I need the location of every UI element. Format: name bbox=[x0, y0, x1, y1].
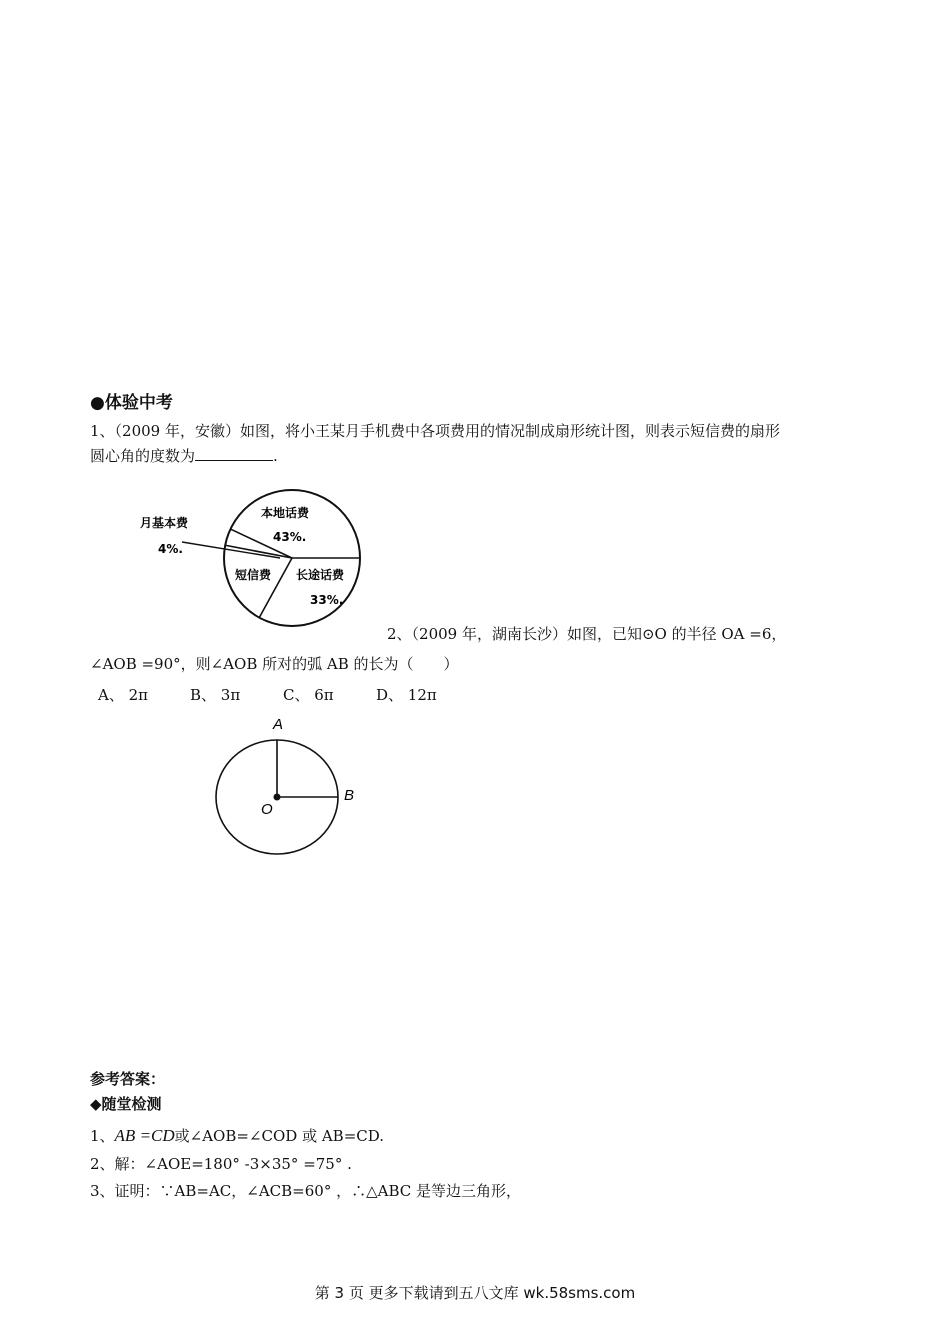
question-1-line-1: 1、（2009 年，安徽）如图，将小王某月手机费中各项费用的情况制成扇形统计图，则表示短信费的扇形 bbox=[90, 422, 780, 440]
answer-blank bbox=[195, 446, 273, 461]
pie-chart bbox=[130, 475, 370, 635]
question-2-line-1: 2、（2009 年，湖南长沙）如图，已知⊙O 的半径 OA =6， bbox=[387, 625, 787, 643]
answers-title: 参考答案： bbox=[90, 1070, 166, 1088]
option-a: A、 2π bbox=[98, 686, 149, 704]
option-d: D、 12π bbox=[376, 686, 437, 704]
label-o: O bbox=[261, 801, 273, 818]
section-heading-experience: ●体验中考 bbox=[90, 393, 173, 413]
pie-slice-boundary-4 bbox=[259, 558, 292, 618]
pie-label-base-fee: 月基本费 bbox=[140, 516, 189, 530]
question-1-prompt: 圆心角的度数为 bbox=[90, 447, 196, 465]
answer-1-number: 1、 bbox=[90, 1127, 115, 1145]
question-1-period: . bbox=[273, 447, 278, 465]
pie-value-base-fee: 4%. bbox=[158, 542, 183, 556]
question-1-line-2 bbox=[90, 444, 278, 468]
pie-label-sms: 短信费 bbox=[235, 568, 272, 582]
circle-figure bbox=[205, 710, 375, 860]
pie-value-long-distance: 33%. bbox=[310, 593, 344, 607]
page-footer: 第 3 页 更多下载请到五八文库 wk.58sms.com bbox=[314, 1284, 636, 1302]
answer-1-arcs: AB =CD bbox=[114, 1126, 175, 1145]
label-b: B bbox=[344, 787, 355, 804]
answer-3: 3、证明：∵AB=AC，∠ACB=60° ，∴△ABC 是等边三角形， bbox=[90, 1182, 522, 1200]
answer-2: 2、解：∠AOE=180° -3×35° =75° . bbox=[90, 1155, 352, 1173]
option-b: B、 3π bbox=[190, 686, 241, 704]
pie-value-local: 43%. bbox=[273, 530, 307, 544]
pie-leader-line bbox=[182, 542, 280, 558]
option-c: C、 6π bbox=[283, 686, 334, 704]
answer-1 bbox=[90, 1124, 384, 1148]
pie-label-local: 本地话费 bbox=[261, 506, 310, 520]
answers-section: ◆随堂检测 bbox=[90, 1095, 162, 1113]
answer-1-rest: 或∠AOB=∠COD 或 AB=CD. bbox=[174, 1127, 385, 1145]
pie-slice-boundary-3 bbox=[225, 545, 292, 558]
question-2-line-2: ∠AOB =90°，则∠AOB 所对的弧 AB 的长为（ ） bbox=[90, 655, 459, 673]
label-a: A bbox=[273, 716, 284, 733]
center-point bbox=[274, 794, 281, 801]
pie-label-long-distance: 长途话费 bbox=[296, 568, 345, 582]
